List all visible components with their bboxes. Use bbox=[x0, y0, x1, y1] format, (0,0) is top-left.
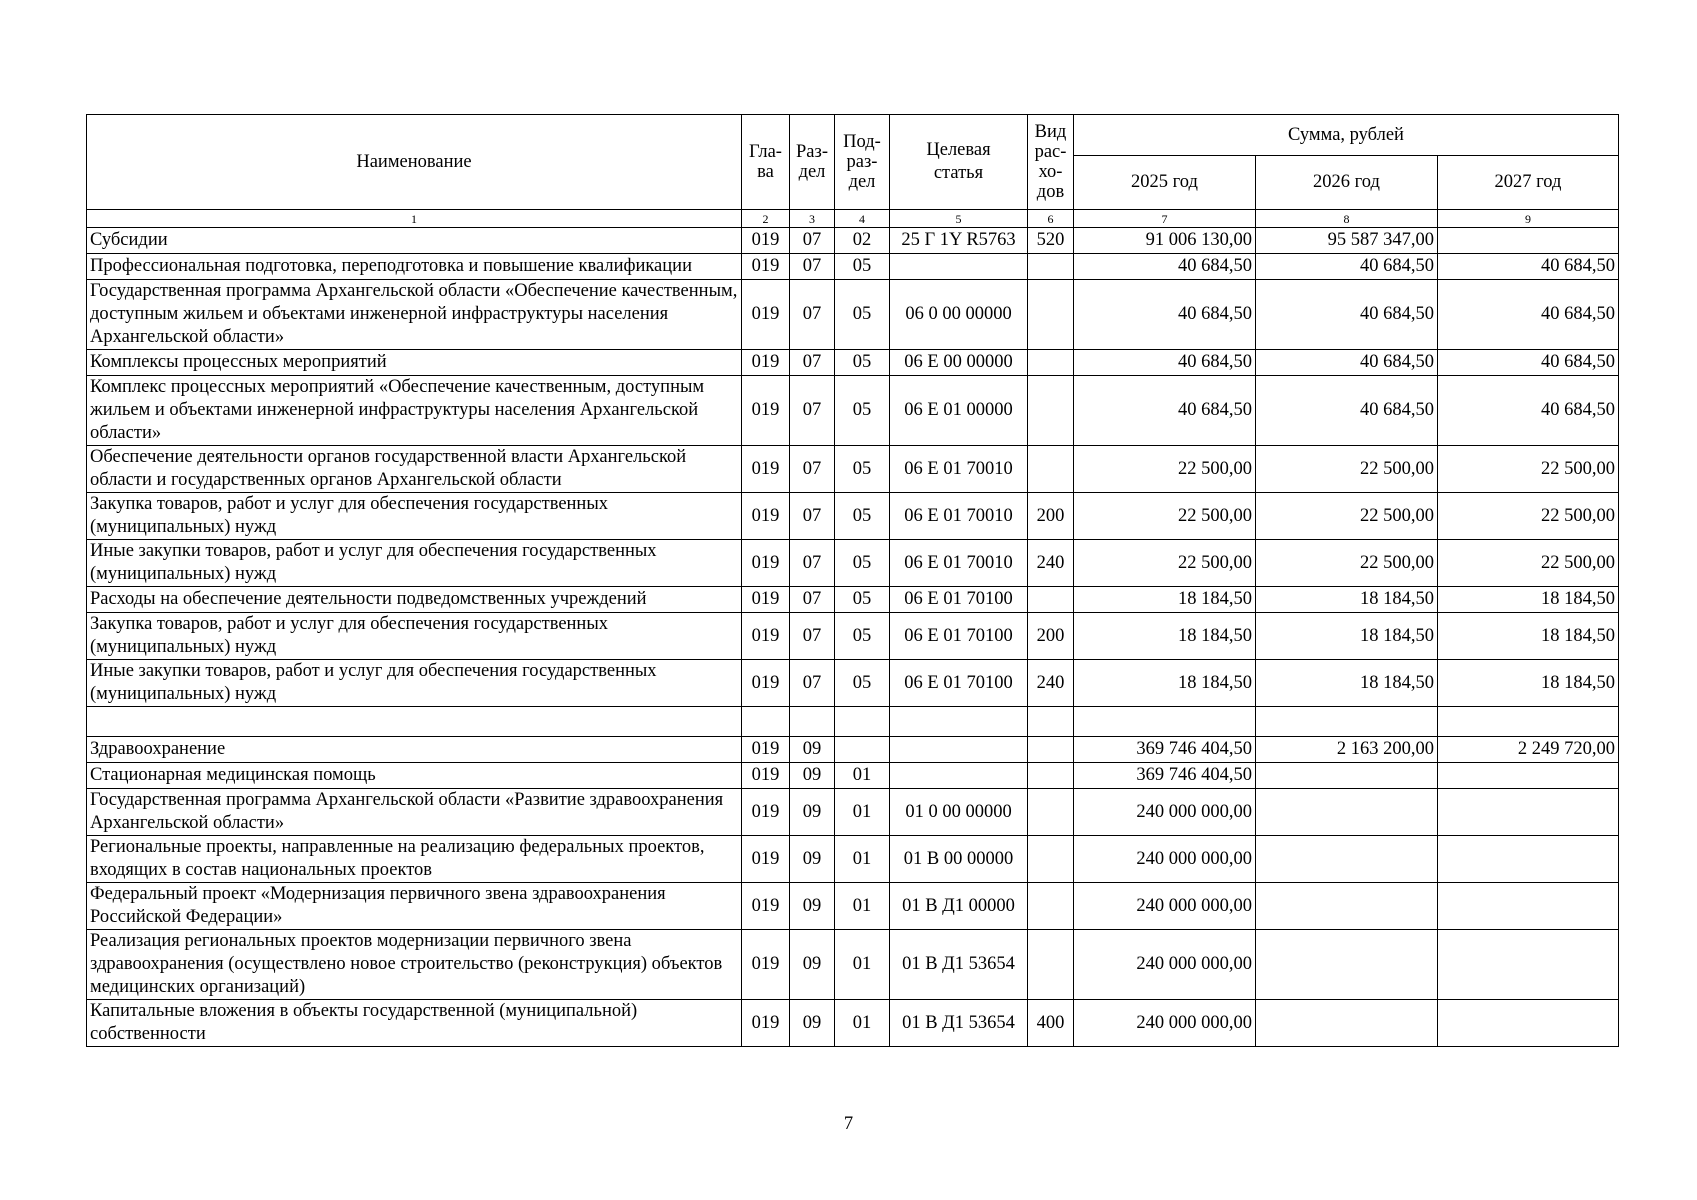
cell-amount-2025: 18 184,50 bbox=[1074, 660, 1256, 707]
cell-glava bbox=[742, 707, 790, 737]
cell-razdel: 07 bbox=[790, 228, 835, 254]
cell-vid bbox=[1028, 587, 1074, 613]
cell-celevaya: 01 0 00 00000 bbox=[890, 789, 1028, 836]
cell-podrazdel: 05 bbox=[835, 350, 890, 376]
cell-amount-2025: 22 500,00 bbox=[1074, 446, 1256, 493]
cell-amount-2025 bbox=[1074, 707, 1256, 737]
table-row bbox=[87, 789, 1619, 836]
cell-glava: 019 bbox=[742, 540, 790, 587]
cell-glava: 019 bbox=[742, 493, 790, 540]
cell-celevaya bbox=[890, 254, 1028, 280]
cell-name: Закупка товаров, работ и услуг для обеспечения государственных (муниципальных) нужд bbox=[87, 613, 742, 660]
cell-name: Иные закупки товаров, работ и услуг для обеспечения государственных (муниципальных) нужд bbox=[87, 540, 742, 587]
cell-glava: 019 bbox=[742, 350, 790, 376]
cell-glava: 019 bbox=[742, 587, 790, 613]
cell-razdel: 09 bbox=[790, 763, 835, 789]
cell-podrazdel: 05 bbox=[835, 254, 890, 280]
cell-vid bbox=[1028, 763, 1074, 789]
header-celevaya-text: Целевая статья bbox=[926, 140, 991, 183]
cell-amount-2025: 240 000 000,00 bbox=[1074, 930, 1256, 1000]
cell-amount-2026: 18 184,50 bbox=[1256, 587, 1438, 613]
col-number: 9 bbox=[1438, 210, 1619, 228]
cell-celevaya: 06 Е 01 70100 bbox=[890, 613, 1028, 660]
table-row bbox=[87, 763, 1619, 789]
table-row bbox=[87, 707, 1619, 737]
budget-table bbox=[86, 114, 1619, 1047]
cell-amount-2027: 40 684,50 bbox=[1438, 280, 1619, 350]
cell-vid bbox=[1028, 446, 1074, 493]
header-razdel-text: Раз- дел bbox=[796, 142, 828, 182]
cell-amount-2026: 22 500,00 bbox=[1256, 540, 1438, 587]
cell-amount-2026 bbox=[1256, 836, 1438, 883]
cell-amount-2025: 40 684,50 bbox=[1074, 350, 1256, 376]
cell-celevaya bbox=[890, 707, 1028, 737]
cell-glava: 019 bbox=[742, 613, 790, 660]
cell-amount-2026: 40 684,50 bbox=[1256, 350, 1438, 376]
col-number: 1 bbox=[87, 210, 742, 228]
cell-name: Субсидии bbox=[87, 228, 742, 254]
cell-name: Здравоохранение bbox=[87, 737, 742, 763]
cell-razdel bbox=[790, 707, 835, 737]
cell-vid: 240 bbox=[1028, 660, 1074, 707]
cell-name: Государственная программа Архангельской области «Обеспечение качественным, доступным жильем и объектами инженерной инфраструктуры населения Архангельской области» bbox=[87, 280, 742, 350]
cell-celevaya: 01 В Д1 53654 bbox=[890, 930, 1028, 1000]
cell-glava: 019 bbox=[742, 446, 790, 493]
cell-name bbox=[87, 707, 742, 737]
cell-celevaya bbox=[890, 737, 1028, 763]
cell-amount-2026: 40 684,50 bbox=[1256, 376, 1438, 446]
cell-amount-2025: 40 684,50 bbox=[1074, 254, 1256, 280]
table-row bbox=[87, 350, 1619, 376]
cell-vid bbox=[1028, 930, 1074, 1000]
cell-glava: 019 bbox=[742, 883, 790, 930]
cell-amount-2025: 22 500,00 bbox=[1074, 540, 1256, 587]
table-row bbox=[87, 280, 1619, 350]
table-row bbox=[87, 228, 1619, 254]
cell-amount-2026: 40 684,50 bbox=[1256, 254, 1438, 280]
cell-razdel: 09 bbox=[790, 836, 835, 883]
cell-glava: 019 bbox=[742, 376, 790, 446]
cell-name: Иные закупки товаров, работ и услуг для обеспечения государственных (муниципальных) нужд bbox=[87, 660, 742, 707]
cell-amount-2025: 18 184,50 bbox=[1074, 587, 1256, 613]
cell-razdel: 07 bbox=[790, 660, 835, 707]
cell-amount-2026: 18 184,50 bbox=[1256, 660, 1438, 707]
table-row bbox=[87, 1000, 1619, 1047]
table-row bbox=[87, 660, 1619, 707]
cell-celevaya: 06 0 00 00000 bbox=[890, 280, 1028, 350]
cell-celevaya: 06 Е 00 00000 bbox=[890, 350, 1028, 376]
cell-razdel: 07 bbox=[790, 493, 835, 540]
header-vid-text: Вид рас- хо- дов bbox=[1034, 122, 1067, 202]
cell-amount-2025: 18 184,50 bbox=[1074, 613, 1256, 660]
cell-vid: 200 bbox=[1028, 493, 1074, 540]
cell-amount-2027: 18 184,50 bbox=[1438, 587, 1619, 613]
cell-razdel: 09 bbox=[790, 1000, 835, 1047]
cell-vid bbox=[1028, 883, 1074, 930]
cell-amount-2027: 18 184,50 bbox=[1438, 613, 1619, 660]
header-year-2027: 2027 год bbox=[1438, 156, 1619, 210]
cell-razdel: 07 bbox=[790, 376, 835, 446]
cell-vid bbox=[1028, 254, 1074, 280]
cell-glava: 019 bbox=[742, 836, 790, 883]
cell-razdel: 07 bbox=[790, 254, 835, 280]
cell-amount-2026 bbox=[1256, 883, 1438, 930]
cell-podrazdel: 01 bbox=[835, 836, 890, 883]
table-row bbox=[87, 613, 1619, 660]
header-summa: Сумма, рублей bbox=[1074, 115, 1619, 156]
cell-amount-2027 bbox=[1438, 883, 1619, 930]
cell-vid bbox=[1028, 280, 1074, 350]
cell-podrazdel: 01 bbox=[835, 930, 890, 1000]
cell-podrazdel bbox=[835, 707, 890, 737]
col-number: 7 bbox=[1074, 210, 1256, 228]
cell-amount-2027: 40 684,50 bbox=[1438, 376, 1619, 446]
cell-amount-2025: 240 000 000,00 bbox=[1074, 883, 1256, 930]
col-number: 2 bbox=[742, 210, 790, 228]
cell-podrazdel: 05 bbox=[835, 613, 890, 660]
cell-celevaya: 06 Е 01 70010 bbox=[890, 446, 1028, 493]
table-row bbox=[87, 540, 1619, 587]
cell-amount-2026: 22 500,00 bbox=[1256, 493, 1438, 540]
cell-podrazdel: 05 bbox=[835, 446, 890, 493]
cell-podrazdel: 05 bbox=[835, 540, 890, 587]
cell-amount-2027: 40 684,50 bbox=[1438, 254, 1619, 280]
cell-amount-2026: 2 163 200,00 bbox=[1256, 737, 1438, 763]
cell-amount-2027: 22 500,00 bbox=[1438, 493, 1619, 540]
cell-podrazdel: 02 bbox=[835, 228, 890, 254]
cell-vid bbox=[1028, 836, 1074, 883]
cell-celevaya: 06 Е 01 00000 bbox=[890, 376, 1028, 446]
cell-name: Обеспечение деятельности органов государственной власти Архангельской области и государственных органов Архангельской области bbox=[87, 446, 742, 493]
cell-celevaya: 01 В 00 00000 bbox=[890, 836, 1028, 883]
table-row bbox=[87, 883, 1619, 930]
cell-podrazdel: 01 bbox=[835, 789, 890, 836]
cell-podrazdel: 05 bbox=[835, 587, 890, 613]
col-number: 8 bbox=[1256, 210, 1438, 228]
cell-celevaya: 06 Е 01 70100 bbox=[890, 660, 1028, 707]
table-row bbox=[87, 376, 1619, 446]
cell-razdel: 09 bbox=[790, 930, 835, 1000]
cell-celevaya: 01 В Д1 00000 bbox=[890, 883, 1028, 930]
cell-podrazdel: 01 bbox=[835, 1000, 890, 1047]
cell-amount-2026: 22 500,00 bbox=[1256, 446, 1438, 493]
cell-podrazdel bbox=[835, 737, 890, 763]
header-podrazdel-text: Под- раз- дел bbox=[843, 132, 881, 192]
page-number: 7 bbox=[843, 1114, 854, 1134]
cell-vid: 520 bbox=[1028, 228, 1074, 254]
cell-amount-2025: 22 500,00 bbox=[1074, 493, 1256, 540]
col-number: 5 bbox=[890, 210, 1028, 228]
cell-name: Государственная программа Архангельской области «Развитие здравоохранения Архангельской области» bbox=[87, 789, 742, 836]
header-razdel bbox=[790, 115, 835, 210]
cell-celevaya bbox=[890, 763, 1028, 789]
table-row bbox=[87, 930, 1619, 1000]
cell-name: Профессиональная подготовка, переподготовка и повышение квалификации bbox=[87, 254, 742, 280]
cell-podrazdel: 05 bbox=[835, 660, 890, 707]
cell-name: Стационарная медицинская помощь bbox=[87, 763, 742, 789]
table-row bbox=[87, 254, 1619, 280]
cell-amount-2027 bbox=[1438, 707, 1619, 737]
cell-podrazdel: 05 bbox=[835, 376, 890, 446]
table-row bbox=[87, 446, 1619, 493]
cell-vid: 200 bbox=[1028, 613, 1074, 660]
cell-amount-2026 bbox=[1256, 1000, 1438, 1047]
cell-amount-2027: 2 249 720,00 bbox=[1438, 737, 1619, 763]
cell-vid bbox=[1028, 350, 1074, 376]
cell-glava: 019 bbox=[742, 789, 790, 836]
cell-razdel: 07 bbox=[790, 350, 835, 376]
cell-amount-2026: 95 587 347,00 bbox=[1256, 228, 1438, 254]
cell-celevaya: 25 Г 1Y R5763 bbox=[890, 228, 1028, 254]
header-celevaya bbox=[890, 115, 1028, 210]
cell-razdel: 09 bbox=[790, 737, 835, 763]
cell-glava: 019 bbox=[742, 763, 790, 789]
cell-glava: 019 bbox=[742, 930, 790, 1000]
cell-vid bbox=[1028, 737, 1074, 763]
cell-vid bbox=[1028, 376, 1074, 446]
header-glava-text: Гла- ва bbox=[749, 142, 782, 182]
col-number: 6 bbox=[1028, 210, 1074, 228]
cell-vid bbox=[1028, 789, 1074, 836]
cell-celevaya: 06 Е 01 70010 bbox=[890, 540, 1028, 587]
cell-podrazdel: 05 bbox=[835, 280, 890, 350]
cell-glava: 019 bbox=[742, 280, 790, 350]
cell-amount-2027 bbox=[1438, 228, 1619, 254]
cell-name: Комплекс процессных мероприятий «Обеспечение качественным, доступным жильем и объектами инженерной инфраструктуры населения Архангельской области» bbox=[87, 376, 742, 446]
cell-amount-2025: 240 000 000,00 bbox=[1074, 1000, 1256, 1047]
cell-razdel: 07 bbox=[790, 613, 835, 660]
header-vid bbox=[1028, 115, 1074, 210]
cell-name: Региональные проекты, направленные на реализацию федеральных проектов, входящих в состав национальных проектов bbox=[87, 836, 742, 883]
header-year-2025: 2025 год bbox=[1074, 156, 1256, 210]
cell-amount-2025: 40 684,50 bbox=[1074, 376, 1256, 446]
cell-vid bbox=[1028, 707, 1074, 737]
cell-vid: 400 bbox=[1028, 1000, 1074, 1047]
cell-amount-2027: 22 500,00 bbox=[1438, 540, 1619, 587]
cell-podrazdel: 01 bbox=[835, 883, 890, 930]
cell-amount-2025: 40 684,50 bbox=[1074, 280, 1256, 350]
cell-amount-2027 bbox=[1438, 789, 1619, 836]
header-podrazdel bbox=[835, 115, 890, 210]
cell-amount-2026: 40 684,50 bbox=[1256, 280, 1438, 350]
header-year-2026: 2026 год bbox=[1256, 156, 1438, 210]
cell-name: Капитальные вложения в объекты государственной (муниципальной) собственности bbox=[87, 1000, 742, 1047]
table-row bbox=[87, 737, 1619, 763]
cell-amount-2027 bbox=[1438, 763, 1619, 789]
cell-amount-2025: 369 746 404,50 bbox=[1074, 763, 1256, 789]
cell-name: Комплексы процессных мероприятий bbox=[87, 350, 742, 376]
cell-amount-2026 bbox=[1256, 930, 1438, 1000]
cell-glava: 019 bbox=[742, 660, 790, 707]
cell-name: Реализация региональных проектов модернизации первичного звена здравоохранения (осуществлено новое строительство (реконструкция) объектов медицинских организаций) bbox=[87, 930, 742, 1000]
cell-glava: 019 bbox=[742, 737, 790, 763]
table-row bbox=[87, 587, 1619, 613]
cell-celevaya: 06 Е 01 70100 bbox=[890, 587, 1028, 613]
cell-razdel: 07 bbox=[790, 540, 835, 587]
header-glava bbox=[742, 115, 790, 210]
cell-name: Расходы на обеспечение деятельности подведомственных учреждений bbox=[87, 587, 742, 613]
cell-podrazdel: 01 bbox=[835, 763, 890, 789]
cell-glava: 019 bbox=[742, 254, 790, 280]
cell-amount-2027: 40 684,50 bbox=[1438, 350, 1619, 376]
table-row bbox=[87, 493, 1619, 540]
cell-amount-2025: 240 000 000,00 bbox=[1074, 836, 1256, 883]
cell-amount-2027 bbox=[1438, 1000, 1619, 1047]
table-row bbox=[87, 836, 1619, 883]
cell-razdel: 09 bbox=[790, 883, 835, 930]
col-number: 3 bbox=[790, 210, 835, 228]
cell-amount-2026: 18 184,50 bbox=[1256, 613, 1438, 660]
cell-name: Закупка товаров, работ и услуг для обеспечения государственных (муниципальных) нужд bbox=[87, 493, 742, 540]
cell-celevaya: 06 Е 01 70010 bbox=[890, 493, 1028, 540]
table-body bbox=[87, 228, 1619, 1047]
cell-razdel: 07 bbox=[790, 587, 835, 613]
cell-amount-2025: 369 746 404,50 bbox=[1074, 737, 1256, 763]
header-name: Наименование bbox=[87, 115, 742, 210]
cell-amount-2025: 91 006 130,00 bbox=[1074, 228, 1256, 254]
cell-glava: 019 bbox=[742, 1000, 790, 1047]
cell-glava: 019 bbox=[742, 228, 790, 254]
cell-razdel: 09 bbox=[790, 789, 835, 836]
col-number: 4 bbox=[835, 210, 890, 228]
cell-celevaya: 01 В Д1 53654 bbox=[890, 1000, 1028, 1047]
cell-amount-2027: 18 184,50 bbox=[1438, 660, 1619, 707]
cell-podrazdel: 05 bbox=[835, 493, 890, 540]
cell-razdel: 07 bbox=[790, 446, 835, 493]
cell-amount-2026 bbox=[1256, 763, 1438, 789]
cell-amount-2025: 240 000 000,00 bbox=[1074, 789, 1256, 836]
cell-razdel: 07 bbox=[790, 280, 835, 350]
cell-amount-2027 bbox=[1438, 930, 1619, 1000]
cell-amount-2027: 22 500,00 bbox=[1438, 446, 1619, 493]
cell-vid: 240 bbox=[1028, 540, 1074, 587]
cell-name: Федеральный проект «Модернизация первичного звена здравоохранения Российской Федерации» bbox=[87, 883, 742, 930]
cell-amount-2026 bbox=[1256, 789, 1438, 836]
cell-amount-2027 bbox=[1438, 836, 1619, 883]
cell-amount-2026 bbox=[1256, 707, 1438, 737]
